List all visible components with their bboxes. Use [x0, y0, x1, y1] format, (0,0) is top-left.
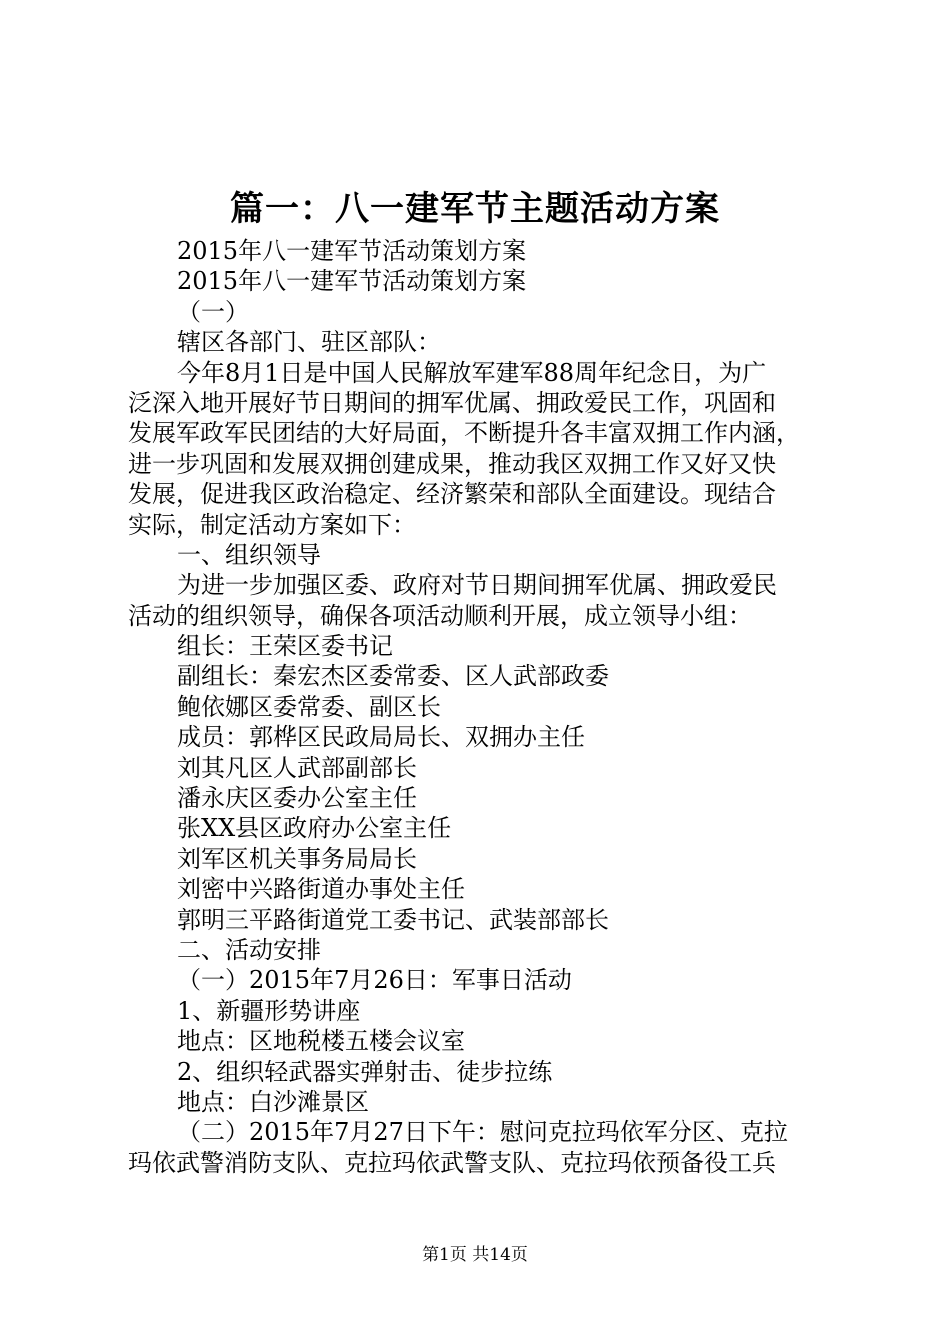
text-line: 成员：郭桦区民政局局长、双拥办主任 — [177, 723, 585, 752]
text-line: 辖区各部门、驻区部队： — [177, 328, 441, 357]
page-footer: 第1页 共14页 — [422, 1245, 528, 1265]
text-line: 刘其凡区人武部副部长 — [177, 753, 417, 782]
text-line: 发展军政军民团结的大好局面，不断提升各丰富双拥工作内涵， — [128, 419, 800, 448]
text-line: （二）2015年7月27日下午：慰问克拉玛依军分区、克拉 — [177, 1118, 788, 1147]
text-line: 潘永庆区委办公室主任 — [177, 784, 417, 813]
text-line: （一）2015年7月26日：军事日活动 — [177, 966, 572, 995]
document-body — [128, 236, 828, 1178]
document-title: 篇一：八一建军节主题活动方案 — [230, 189, 720, 229]
text-line: 2015年八一建军节活动策划方案 — [177, 267, 527, 296]
text-line: 今年8月1日是中国人民解放军建军88周年纪念日，为广 — [177, 358, 767, 387]
text-line: 2、组织轻武器实弹射击、徒步拉练 — [177, 1057, 553, 1086]
text-line: 活动的组织领导，确保各项活动顺利开展，成立领导小组： — [128, 601, 752, 630]
text-line: 地点：区地税楼五楼会议室 — [177, 1027, 465, 1056]
text-line: 泛深入地开展好节日期间的拥军优属、拥政爱民工作，巩固和 — [128, 388, 776, 417]
text-line: 张XX县区政府办公室主任 — [177, 814, 452, 843]
text-line: 2015年八一建军节活动策划方案 — [177, 237, 527, 265]
text-line: 进一步巩固和发展双拥创建成果，推动我区双拥工作又好又快 — [128, 449, 776, 478]
text-line: 一、组织领导 — [177, 540, 321, 569]
text-line: 玛依武警消防支队、克拉玛依武警支队、克拉玛依预备役工兵 — [128, 1148, 776, 1177]
text-line: 为进一步加强区委、政府对节日期间拥军优属、拥政爱民 — [177, 571, 777, 600]
text-line: 1、新疆形势讲座 — [177, 996, 361, 1025]
text-line: 刘密中兴路街道办事处主任 — [177, 875, 465, 904]
text-line: 二、活动安排 — [177, 935, 321, 964]
text-line: 地点：白沙滩景区 — [177, 1087, 369, 1116]
text-line: 刘军区机关事务局局长 — [177, 844, 417, 873]
text-line: 郭明三平路街道党工委书记、武装部部长 — [177, 905, 609, 934]
text-line: 鲍依娜区委常委、副区长 — [177, 692, 441, 721]
text-line: 组长：王荣区委书记 — [177, 632, 393, 661]
text-line: 发展，促进我区政治稳定、经济繁荣和部队全面建设。现结合 — [128, 480, 776, 509]
text-line: （一） — [177, 297, 249, 326]
text-line: 实际，制定活动方案如下： — [128, 510, 416, 539]
text-line: 副组长：秦宏杰区委常委、区人武部政委 — [177, 662, 609, 691]
